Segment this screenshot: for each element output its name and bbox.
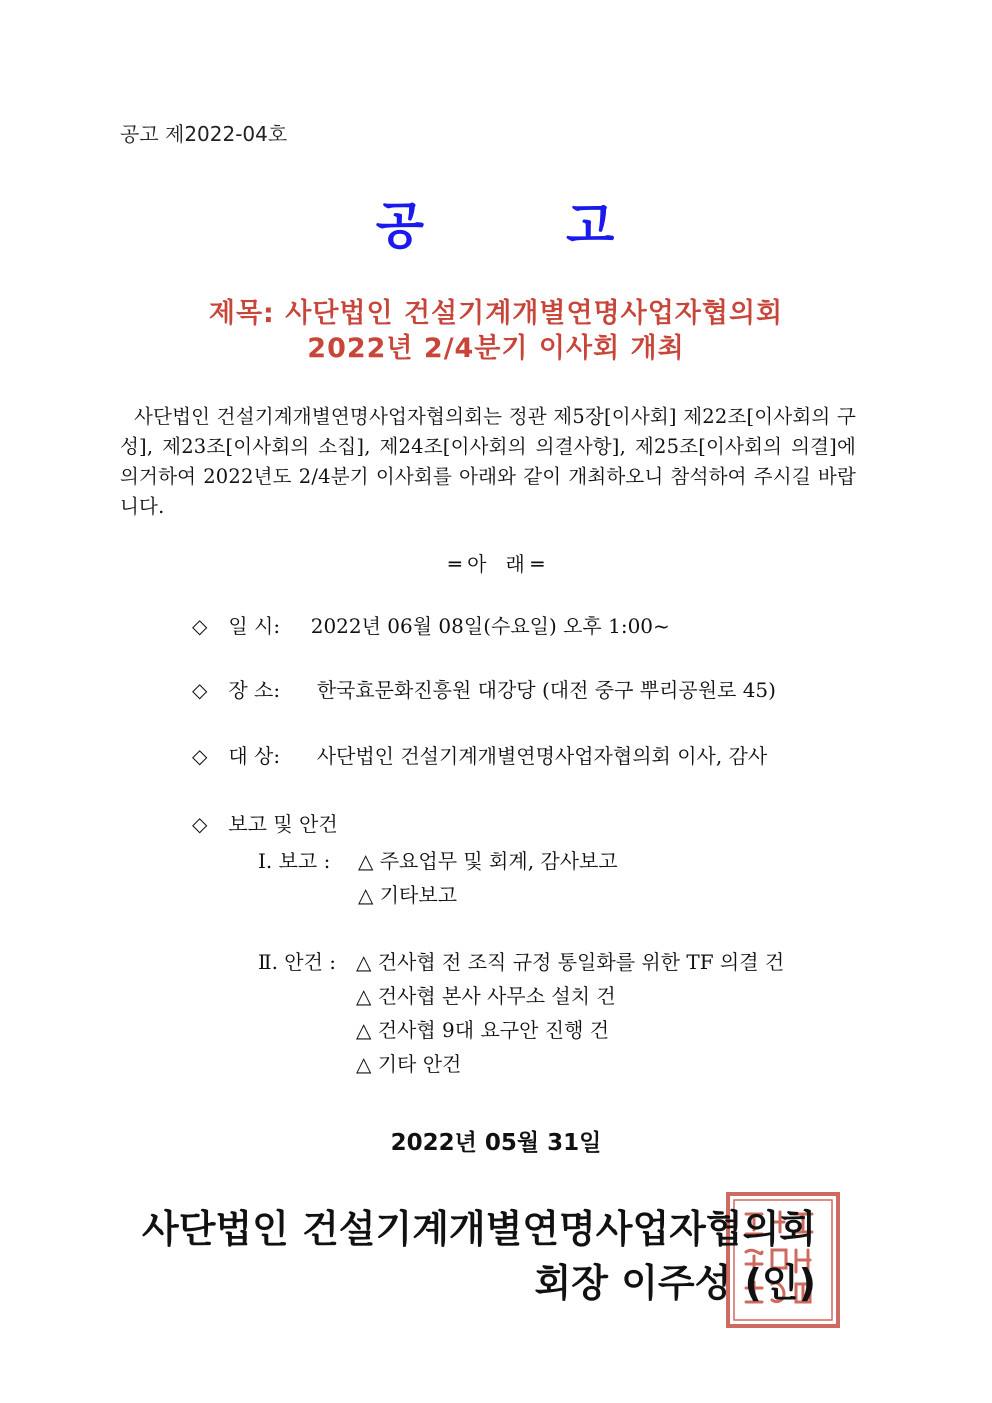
agenda-list-item: △ 건사협 본사 사무소 설치 건 <box>356 984 616 1008</box>
body-text: 사단법인 건설기계개별연명사업자협의회는 정관 제5장[이사회] 제22조[이사회의 구성], 제23조[이사회의 소집], 제24조[이사회의 의결사항], 제25조[이사회의 의결]에 의거하여 2022년도 2/4분기 이사회를 아래와 같이 개최하오니 참석하여 주시길 바랍니다. <box>120 405 856 518</box>
diamond-icon: ◇ <box>192 812 208 836</box>
target-item <box>192 742 767 770</box>
place-item <box>192 676 776 704</box>
report-heading: Ⅰ. 보고 : <box>258 849 331 873</box>
subject <box>0 296 992 366</box>
body-paragraph <box>120 402 856 522</box>
target-value: 사단법인 건설기계개별연명사업자협의회 이사, 감사 <box>316 744 768 768</box>
title-char-2: 고 <box>566 197 617 255</box>
agenda-heading: Ⅱ. 안건 : <box>258 950 337 974</box>
report-item: △ 주요업무 및 회계, 감사보고 <box>358 849 618 873</box>
target-label: 대 상: <box>228 744 281 768</box>
arae-heading: ═ 아 래 ═ <box>448 552 544 576</box>
subject-line-2: 2022년 2/4분기 이사회 개최 <box>307 333 685 364</box>
page-title <box>0 186 992 258</box>
agenda-label: 보고 및 안건 <box>228 812 338 836</box>
signature-line: 회장 이주성 (인) <box>534 1261 816 1305</box>
diamond-icon: ◇ <box>192 678 208 702</box>
subject-line-1: 제목: 사단법인 건설기계개별연명사업자협의회 <box>208 298 784 329</box>
diamond-icon: ◇ <box>192 744 208 768</box>
agenda-list-item: △ 기타 안건 <box>356 1052 462 1076</box>
issue-date: 2022년 05월 31일 <box>390 1130 602 1156</box>
notice-number: 공고 제2022-04호 <box>120 122 288 146</box>
datetime-item <box>192 612 670 640</box>
datetime-label: 일 시: <box>228 614 281 638</box>
organization-name: 사단법인 건설기계개별연명사업자협의회 <box>142 1207 816 1251</box>
place-label: 장 소: <box>228 678 281 702</box>
datetime-value: 2022년 06월 08일(수요일) 오후 1:00~ <box>310 614 670 638</box>
place-value: 한국효문화진흥원 대강당 (대전 중구 뿌리공원로 45) <box>316 678 776 702</box>
agenda-list-item: △ 건사협 전 조직 규정 통일화를 위한 TF 의결 건 <box>356 950 785 974</box>
agenda-list-item: △ 건사협 9대 요구안 진행 건 <box>356 1018 610 1042</box>
report-item: △ 기타보고 <box>358 883 458 907</box>
agenda-item <box>192 810 338 838</box>
diamond-icon: ◇ <box>192 614 208 638</box>
title-char-1: 공 <box>375 197 426 255</box>
